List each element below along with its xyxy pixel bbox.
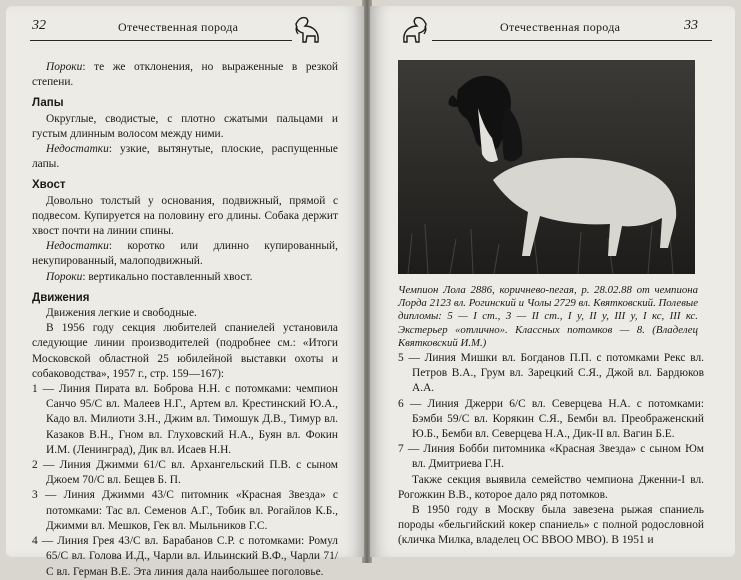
- right-body-text: [398, 351, 704, 549]
- paragraph: В 1956 году секция любителей спаниелей установила следующие линии производителей (подробнее см.: «Итоги Московской областной 25 юбилейной выставки охоты и собаководства», 1957 г., стр. 159—167):: [32, 322, 338, 380]
- dog-emblem-icon: [398, 14, 432, 46]
- paragraph: [32, 142, 338, 172]
- paragraph: Довольно толстый у основания, подвижный, прямой с подвесом. Купируется на половину его длины. Собака держит хвост почти на линии спины.: [32, 194, 338, 238]
- list-item: 2 — Линия Джимми 61/С вл. Архангельский П.В. с сыном Джоем 70/С вл. Бещев Б. П.: [32, 459, 338, 487]
- right-page-header: [370, 14, 735, 40]
- right-page-number: 33: [684, 18, 698, 33]
- right-header-rule: [432, 40, 712, 41]
- left-page: [6, 6, 364, 578]
- paragraph: Также секция выявила семейство чемпиона Дженни-I вл. Рогожкин В.В., которое дало ряд потомков.: [398, 473, 704, 501]
- list-item: 6 — Линия Джерри 6/С вл. Северцева Н.А. с потомками: Бэмби 59/С вл. Корякин С.Я., Бемби вл. Преображенский Ю.Б., Бемби вл. Северцева Н.А., Дик-II вл. Вагин Б.Е.: [398, 397, 704, 441]
- left-page-header: [6, 14, 364, 40]
- list-item: 7 — Линия Бобби питомника «Красная Звезда» с сыном Юм вл. Дмитриева Г.Н.: [398, 443, 704, 471]
- dog-photo: [398, 60, 695, 274]
- left-running-title: Отечественная порода: [118, 20, 239, 34]
- paragraph: Округлые, сводистые, с плотно сжатыми пальцами и густым длинным волосом между ними.: [32, 112, 338, 140]
- inline-label: Пороки: [46, 270, 83, 283]
- paragraph: [32, 60, 338, 90]
- spaniel-photo-image: [398, 60, 695, 274]
- right-running-title: Отечественная порода: [500, 20, 621, 34]
- left-page-number: 32: [32, 18, 46, 33]
- left-body-text: [32, 60, 338, 580]
- dog-emblem-icon: [290, 14, 324, 46]
- section-heading: Хвост: [32, 179, 66, 192]
- right-page: [370, 6, 735, 557]
- paragraph: [32, 239, 338, 269]
- photo-caption: Чемпион Лола 2886, коричнево-пегая, р. 28.02.88 от чемпиона Лорда 2123 вл. Рогинский и Чолы 2729 вл. Квятковский. Полевые дипломы: 5 — I ст., 3 — II ст., I у, II у, III у, I кс, III кс. Экстерьер «отлично». Классных потомков — 8. (Владелец Квятковский И.М.): [398, 284, 698, 349]
- paragraph-text: : вертикально поставленный хвост.: [82, 270, 253, 283]
- paragraph-text: : коротко или длинно купированный, некупированный, малоподвижный.: [32, 240, 338, 268]
- inline-label: Недостатки: [46, 240, 109, 253]
- inline-label: Недостатки: [46, 143, 109, 156]
- left-header-rule: [30, 40, 292, 41]
- section-heading: Движения: [32, 291, 90, 304]
- paragraph: [32, 270, 338, 285]
- list-item: 5 — Линия Мишки вл. Богданов П.П. с потомками Рекс вл. Петров В.А., Грум вл. Зарецкий С.Я., Джой вл. Бардюков А.А.: [398, 352, 704, 395]
- section-heading: Лапы: [32, 97, 64, 110]
- list-item: 3 — Линия Джимми 43/С питомник «Красная Звезда» с потомками: Тас вл. Семенов А.Г., Тобик вл. Рогайлов К.Б., Джимми вл. Мешков, Гек вл. Мыльников Г.С.: [32, 489, 338, 532]
- list-item: 4 — Линия Грея 43/С вл. Барабанов С.Р. с потомками: Ромул 65/С вл. Голова И.Д., Чарли вл. Ильинский В.Ф., Чарли 71/С вл. Герман В.Е. Эта линия дала наибольшее поголовье.: [32, 535, 338, 578]
- list-item: 1 — Линия Пирата вл. Боброва Н.Н. с потомками: чемпион Санчо 95/С вл. Малеев Н.Г., Артем вл. Крестинский Ю.А., Кадо вл. Милиоти З.Н., Джим вл. Тимошук Д.В., Тимур вл. Казаков В.Н., Гном вл. Глуховский Н.А., Буян вл. Фокин И.М. (Ленинград), Дик вл. Исаев Н.Н.: [32, 383, 338, 456]
- paragraph: Движения легкие и свободные.: [46, 307, 197, 320]
- paragraph-text: : те же отклонения, но выраженные в резкой степени.: [32, 61, 338, 89]
- inline-label: Пороки: [46, 61, 83, 73]
- paragraph: В 1950 году в Москву была завезена рыжая спаниель породы «бельгийский кокер спаниель» с полной родословной (кличка Милка, владелец ОС ВВОО МВО). В 1951 и: [398, 504, 704, 547]
- paragraph-text: : узкие, вытянутые, плоские, распущенные лапы.: [32, 143, 338, 171]
